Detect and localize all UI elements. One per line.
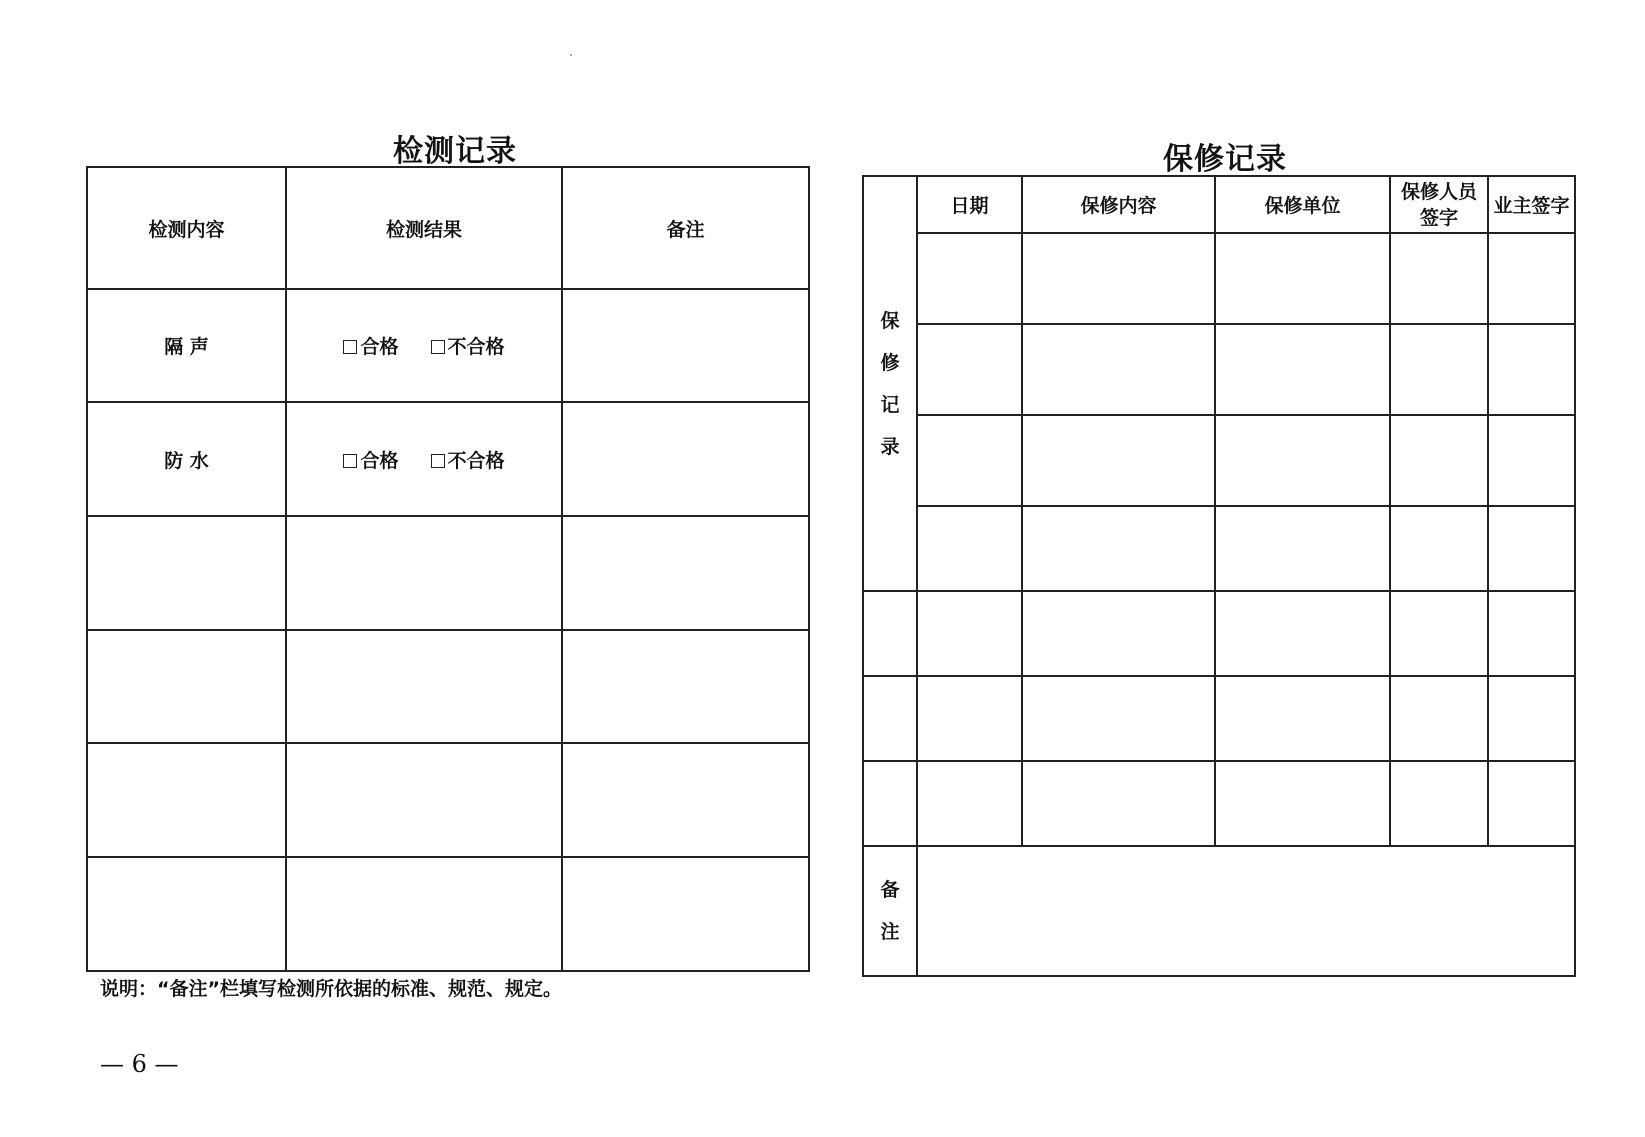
inspection-remark-cell[interactable] bbox=[562, 402, 809, 516]
staff-signature-line1: 保修人员 bbox=[1400, 180, 1477, 203]
inspection-header-result: 检测结果 bbox=[286, 167, 562, 289]
inspection-table bbox=[86, 166, 810, 972]
inspection-item-waterproof: 防 水 bbox=[87, 402, 286, 516]
blank-cell[interactable] bbox=[1488, 324, 1575, 415]
blank-cell[interactable] bbox=[1215, 415, 1390, 506]
blank-cell[interactable] bbox=[1488, 506, 1575, 591]
blank-cell[interactable] bbox=[917, 506, 1022, 591]
blank-cell[interactable] bbox=[863, 676, 917, 761]
blank-cell[interactable] bbox=[562, 516, 809, 630]
inspection-item-soundproof: 隔 声 bbox=[87, 289, 286, 402]
blank-cell[interactable] bbox=[1390, 233, 1488, 324]
blank-cell[interactable] bbox=[1215, 324, 1390, 415]
checkbox-icon[interactable] bbox=[343, 454, 357, 468]
warranty-remarks-cell[interactable] bbox=[917, 846, 1575, 976]
checkbox-icon[interactable] bbox=[431, 340, 445, 354]
blank-cell[interactable] bbox=[1390, 591, 1488, 676]
fail-label: 不合格 bbox=[447, 336, 505, 358]
inspection-result-cell bbox=[286, 289, 562, 402]
blank-cell[interactable] bbox=[87, 516, 286, 630]
blank-cell[interactable] bbox=[1215, 676, 1390, 761]
checkbox-icon[interactable] bbox=[343, 340, 357, 354]
blank-cell[interactable] bbox=[1022, 324, 1215, 415]
blank-cell[interactable] bbox=[87, 630, 286, 743]
blank-cell[interactable] bbox=[1022, 415, 1215, 506]
warranty-header-unit: 保修单位 bbox=[1215, 176, 1390, 233]
blank-cell[interactable] bbox=[286, 857, 562, 971]
blank-cell[interactable] bbox=[1022, 506, 1215, 591]
staff-signature-line2: 签字 bbox=[1419, 206, 1458, 229]
blank-cell[interactable] bbox=[286, 516, 562, 630]
blank-cell[interactable] bbox=[1215, 761, 1390, 846]
blank-cell[interactable] bbox=[1390, 761, 1488, 846]
blank-cell[interactable] bbox=[1488, 233, 1575, 324]
warranty-header-content: 保修内容 bbox=[1022, 176, 1215, 233]
inspection-header-remarks: 备注 bbox=[562, 167, 809, 289]
inspection-header-content: 检测内容 bbox=[87, 167, 286, 289]
blank-cell[interactable] bbox=[917, 761, 1022, 846]
blank-cell[interactable] bbox=[1390, 676, 1488, 761]
checkbox-icon[interactable] bbox=[431, 454, 445, 468]
warranty-remarks-label: 备注 bbox=[863, 846, 917, 976]
warranty-side-label: 保修记录 bbox=[863, 176, 917, 591]
pass-label: 合格 bbox=[360, 449, 399, 472]
blank-cell[interactable] bbox=[1488, 415, 1575, 506]
blank-cell[interactable] bbox=[1022, 676, 1215, 761]
fail-option[interactable] bbox=[431, 446, 505, 473]
scan-speck bbox=[570, 54, 572, 56]
blank-cell[interactable] bbox=[1022, 761, 1215, 846]
blank-cell[interactable] bbox=[917, 233, 1022, 324]
blank-cell[interactable] bbox=[562, 743, 809, 857]
fail-label: 不合格 bbox=[447, 449, 505, 472]
blank-cell[interactable] bbox=[562, 857, 809, 971]
blank-cell[interactable] bbox=[1390, 415, 1488, 506]
warranty-header-staff-signature bbox=[1390, 176, 1488, 233]
warranty-header-owner-signature: 业主签字 bbox=[1488, 176, 1575, 233]
blank-cell[interactable] bbox=[1488, 676, 1575, 761]
blank-cell[interactable] bbox=[1215, 506, 1390, 591]
blank-cell[interactable] bbox=[1022, 591, 1215, 676]
blank-cell[interactable] bbox=[1488, 591, 1575, 676]
inspection-remark-cell[interactable] bbox=[562, 289, 809, 402]
blank-cell[interactable] bbox=[562, 630, 809, 743]
blank-cell[interactable] bbox=[917, 591, 1022, 676]
warranty-header-date: 日期 bbox=[917, 176, 1022, 233]
warranty-title: 保修记录 bbox=[1163, 142, 1287, 177]
blank-cell[interactable] bbox=[286, 630, 562, 743]
blank-cell[interactable] bbox=[1215, 591, 1390, 676]
inspection-result-cell bbox=[286, 402, 562, 516]
blank-cell[interactable] bbox=[1390, 506, 1488, 591]
blank-cell[interactable] bbox=[863, 591, 917, 676]
blank-cell[interactable] bbox=[87, 743, 286, 857]
warranty-table bbox=[862, 175, 1576, 977]
blank-cell[interactable] bbox=[87, 857, 286, 971]
blank-cell[interactable] bbox=[1022, 233, 1215, 324]
blank-cell[interactable] bbox=[917, 676, 1022, 761]
blank-cell[interactable] bbox=[1488, 761, 1575, 846]
blank-cell[interactable] bbox=[917, 415, 1022, 506]
blank-cell[interactable] bbox=[1215, 233, 1390, 324]
pass-option[interactable] bbox=[343, 332, 398, 359]
fail-option[interactable] bbox=[431, 332, 505, 359]
inspection-title: 检测记录 bbox=[393, 134, 517, 169]
blank-cell[interactable] bbox=[863, 761, 917, 846]
blank-cell[interactable] bbox=[917, 324, 1022, 415]
page-number: — 6 — bbox=[100, 1050, 179, 1078]
pass-label: 合格 bbox=[360, 336, 399, 358]
inspection-note: 说明：“备注”栏填写检测所依据的标准、规范、规定。 bbox=[100, 978, 562, 1000]
pass-option[interactable] bbox=[343, 446, 398, 473]
blank-cell[interactable] bbox=[1390, 324, 1488, 415]
blank-cell[interactable] bbox=[286, 743, 562, 857]
